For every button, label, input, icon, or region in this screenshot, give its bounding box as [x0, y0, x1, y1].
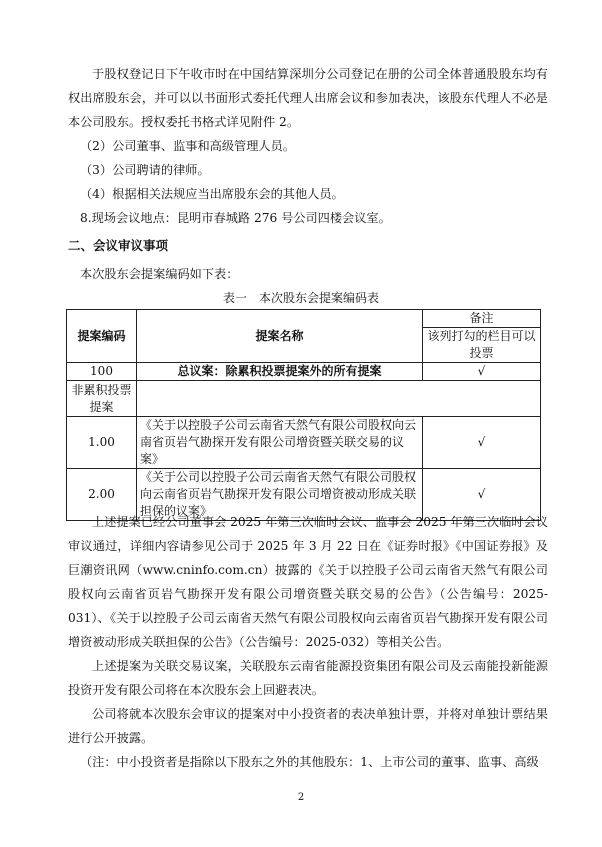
cell-name-2: 《关于公司以控股子公司云南省天然气有限公司股权向云南省页岩气勘探开发有限公司增资被动形成关联担保的议案》 — [137, 469, 423, 521]
cell-code-1: 1.00 — [67, 417, 137, 469]
paragraph-approval-details: 上述提案已经公司董事会 2025 年第三次临时会议、监事会 2025 年第三次临时会议审议通过，详细内容请参见公司于 2025 年 3 月 22 日在《证券时报》《中国证券报》及巨潮资讯网（www.cninfo.com.cn）披露的《关于以控股子公司云南省天然气有限公司股权向云南省页岩气勘探开发有限公司增资暨关联交易的公告》（公告编号：2025-031）、《关于以控股子公司云南省天然气有限公司股权向云南省页岩气勘探开发有限公司增资被动形成关联担保的公告》（公告编号：2025-032）等相关公告。 — [68, 515, 548, 649]
cell-code-noncumulative: 非累积投票提案 — [67, 381, 137, 417]
table-row-total — [67, 363, 541, 381]
paragraph-lawyers: （3）公司聘请的律师。 — [80, 163, 210, 177]
paragraph-small-investor-note: （注：中小投资者是指除以下股东之外的其他股东：1、上市公司的董事、监事、高级 — [80, 755, 539, 769]
table-row-noncumulative — [67, 381, 541, 417]
table-header-row — [67, 310, 541, 328]
paragraph-related-party: 上述提案为关联交易议案，关联股东云南省能源投资集团有限公司及云南能投新能源投资开发有限公司将在本次股东会上回避表决。 — [68, 659, 548, 697]
cell-code-2: 2.00 — [67, 469, 137, 521]
cell-name-total: 总议案：除累积投票提案外的所有提案 — [137, 363, 423, 381]
header-proposal-code: 提案编码 — [67, 310, 137, 363]
header-remark: 备注 — [423, 310, 541, 328]
cell-code-total: 100 — [67, 363, 137, 381]
cell-mark-total: √ — [423, 363, 541, 381]
section-title: 二、会议审议事项 — [68, 238, 169, 253]
header-remark-sub: 该列打勾的栏目可以投票 — [423, 328, 541, 363]
cell-name-1: 《关于以控股子公司云南省天然气有限公司股权向云南省页岩气勘探开发有限公司增资暨关联交易的议案》 — [137, 417, 423, 469]
header-proposal-name: 提案名称 — [137, 310, 423, 363]
cell-mark-2: √ — [423, 469, 541, 521]
cell-mark-1: √ — [423, 417, 541, 469]
table-caption: 表一 本次股东会提案编码表 — [222, 291, 379, 305]
cell-noncumulative-empty — [137, 381, 541, 417]
paragraph-meeting-location: 8.现场会议地点：昆明市春城路 276 号公司四楼会议室。 — [80, 211, 391, 225]
proposal-table — [66, 309, 541, 521]
table-row-1 — [67, 417, 541, 469]
paragraph-separate-count: 公司将就本次股东会审议的提案对中小投资者的表决单独计票，并将对单独计票结果进行公开披露。 — [68, 707, 548, 745]
paragraph-shareholder-eligibility: 于股权登记日下午收市时在中国结算深圳分公司登记在册的公司全体普通股股东均有权出席股东会，并可以以书面形式委托代理人出席会议和参加表决，该股东代理人不必是本公司股东。授权委托书格式详见附件 2。 — [68, 67, 548, 129]
page-number: 2 — [297, 792, 305, 803]
paragraph-table-intro: 本次股东会提案编码如下表： — [80, 267, 239, 281]
paragraph-directors: （2）公司董事、监事和高级管理人员。 — [80, 139, 295, 153]
paragraph-other-attendees: （4）根据相关法规应当出席股东会的其他人员。 — [80, 187, 344, 201]
